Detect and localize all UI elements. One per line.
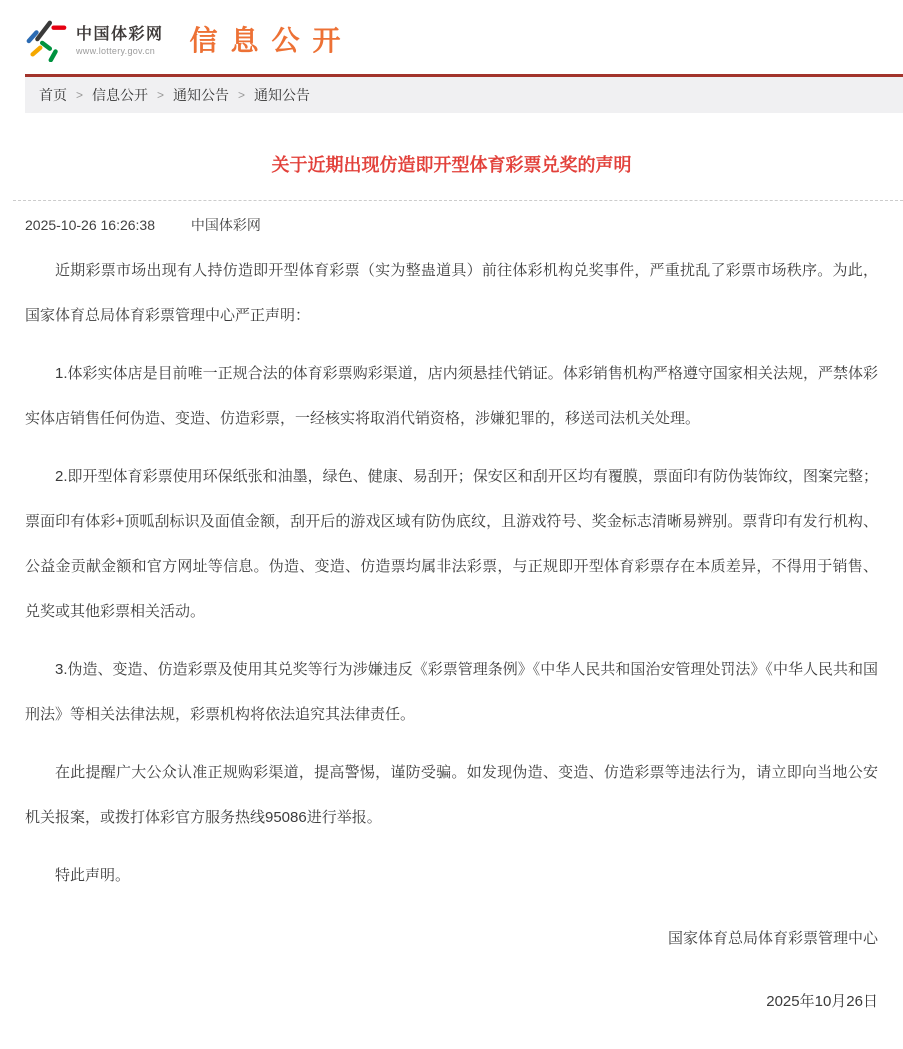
breadcrumb-separator: > — [157, 88, 165, 102]
section-title: 信息公开 — [189, 25, 354, 56]
site-header — [0, 0, 903, 74]
breadcrumb — [25, 77, 903, 113]
site-name: 中国体彩网 — [76, 26, 164, 43]
breadcrumb-separator: > — [76, 88, 84, 102]
breadcrumb-separator: > — [238, 88, 246, 102]
breadcrumb-notices[interactable]: 通知公告 — [173, 87, 230, 103]
site-url: www.lottery.gov.cn — [76, 46, 156, 56]
article-body — [25, 248, 878, 1024]
breadcrumb-current[interactable]: 通知公告 — [254, 87, 311, 103]
breadcrumb-home[interactable]: 首页 — [39, 87, 67, 103]
article-source: 中国体彩网 — [190, 217, 261, 234]
paragraph-closing: 特此声明。 — [55, 867, 131, 885]
article-title: 关于近期出现仿造即开型体育彩票兑奖的声明 — [271, 155, 632, 175]
breadcrumb-info-disclosure[interactable]: 信息公开 — [92, 87, 149, 103]
article-meta — [25, 215, 878, 235]
paragraph-item-3: 3.伪造、变造、仿造彩票及使用其兑奖等行为涉嫌违反《彩票管理条例》《中华人民共和国治安管理处罚法》《中华人民共和国刑法》等相关法律法规，彩票机构将依法追究其法律责任。 — [25, 661, 878, 724]
paragraph-item-1: 1.体彩实体店是目前唯一正规合法的体育彩票购彩渠道，店内须悬挂代销证。体彩销售机构严格遵守国家相关法规，严禁体彩实体店销售任何伪造、变造、仿造彩票，一经核实将取消代销资格，涉嫌犯罪的，移送司法机关处理。 — [25, 365, 878, 428]
paragraph-item-2: 2.即开型体育彩票使用环保纸张和油墨，绿色、健康、易刮开；保安区和刮开区均有覆膜，票面印有防伪装饰纹，图案完整；票面印有体彩+顶呱刮标识及面值金额，刮开后的游戏区域有防伪底纹，且游戏符号、奖金标志清晰易辨别。票背印有发行机构、公益金贡献金额和官方网址等信息。伪造、变造、仿造票均属非法彩票，与正规即开型体育彩票存在本质差异，不得用于销售、兑奖或其他彩票相关活动。 — [25, 468, 878, 621]
signature: 国家体育总局体育彩票管理中心 — [667, 930, 878, 948]
paragraph-reminder: 在此提醒广大公众认准正规购彩渠道，提高警惕，谨防受骗。如发现伪造、变造、仿造彩票等违法行为，请立即向当地公安机关报案，或拨打体彩官方服务热线95086进行举报。 — [25, 764, 878, 827]
article — [0, 154, 903, 1024]
sports-lottery-logo-icon — [25, 20, 67, 62]
logo-text — [76, 26, 164, 56]
paragraph-intro: 近期彩票市场出现有人持仿造即开型体育彩票（实为整蛊道具）前往体彩机构兑奖事件，严重扰乱了彩票市场秩序。为此，国家体育总局体育彩票管理中心严正声明： — [25, 262, 878, 325]
signature-date: 2025年10月26日 — [766, 993, 878, 1011]
dashed-divider — [13, 200, 903, 201]
site-logo[interactable] — [25, 20, 164, 62]
publish-time: 2025-10-26 16:26:38 — [25, 217, 155, 234]
